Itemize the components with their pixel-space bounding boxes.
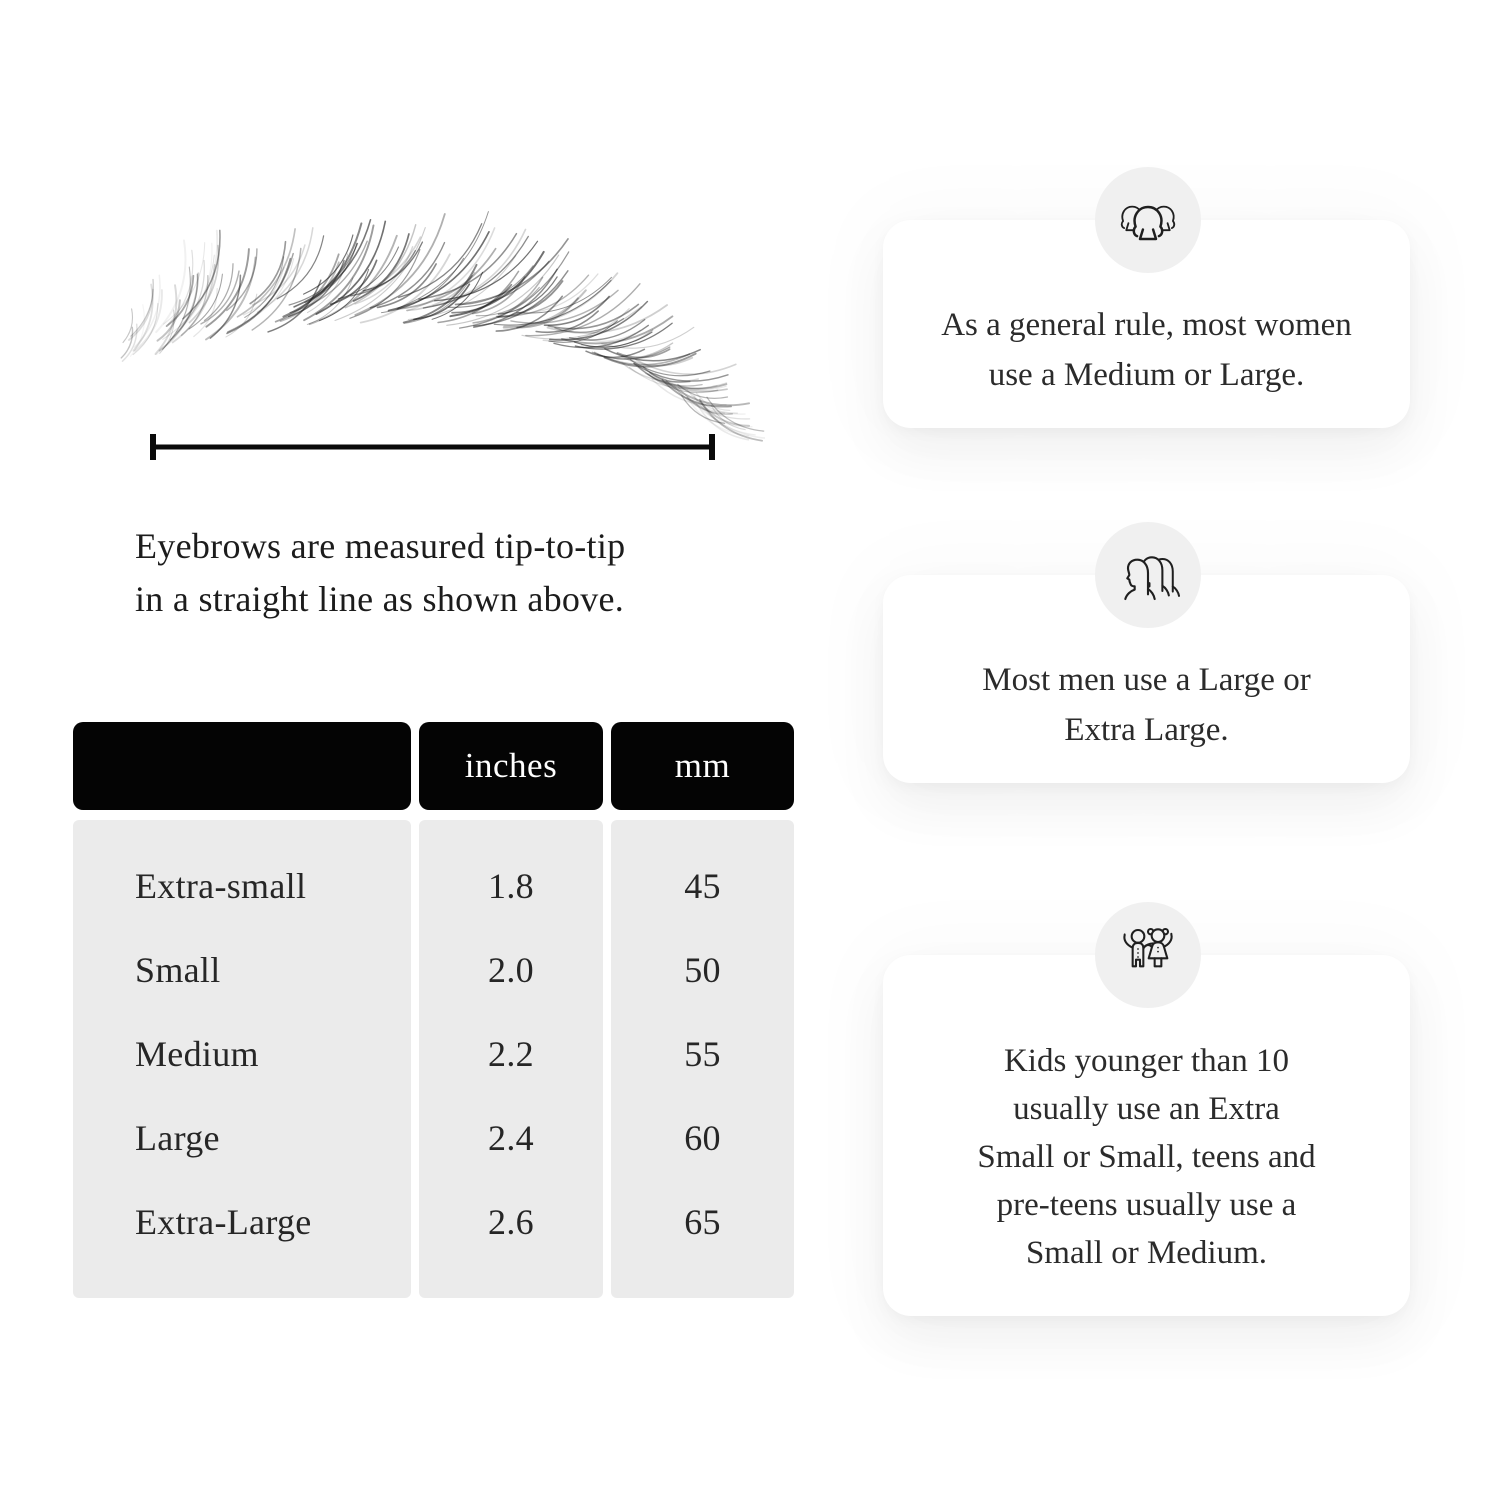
men-group-icon [1114,547,1182,603]
table-cell-inches: 1.8 [488,866,534,906]
women-group-icon [1115,193,1181,247]
table-row-label: Extra-Large [135,1202,312,1242]
table-header-size [73,722,411,810]
measurement-caption [135,520,775,626]
card-kids-line-5: Small or Medium. [1025,1235,1268,1271]
card-kids-line-3: Small or Small, teens and [977,1139,1316,1175]
table-row-label: Small [135,950,221,990]
table-header-inches: inches [419,722,603,810]
card-women-line-1: As a general rule, most women [941,307,1352,343]
card-kids-line-2: usually use an Extra [1013,1091,1280,1127]
table-cell-mm: 60 [684,1118,721,1158]
table-row-label: Medium [135,1034,259,1074]
table-cell-inches: 2.2 [488,1034,534,1074]
table-cell-mm: 50 [684,950,721,990]
table-cell-mm: 45 [684,866,721,906]
table-cell-inches: 2.0 [488,950,534,990]
card-kids-line-4: pre-teens usually use a [996,1187,1297,1223]
caption-line-1: Eyebrows are measured tip-to-tip [135,526,626,566]
table-cell-mm: 65 [684,1202,721,1242]
table-column-mm [611,820,794,1298]
measurement-line [145,430,720,464]
kids-icon [1116,925,1180,985]
table-cell-inches: 2.4 [488,1118,534,1158]
card-men-line-2: Extra Large. [1064,712,1229,748]
table-cell-mm: 55 [684,1034,721,1074]
caption-line-2: in a straight line as shown above. [135,579,625,619]
card-men-line-1: Most men use a Large or [982,662,1311,698]
women-icon-circle [1095,167,1201,273]
men-icon-circle [1095,522,1201,628]
card-kids-line-1: Kids younger than 10 [1003,1043,1290,1079]
card-kids [883,955,1410,1316]
table-row-label: Extra-small [135,866,307,906]
table-column-inches [419,820,603,1298]
table-cell-inches: 2.6 [488,1202,534,1242]
table-header-mm: mm [611,722,794,810]
card-women-line-2: use a Medium or Large. [988,357,1305,393]
kids-icon-circle [1095,902,1201,1008]
table-column-size [73,820,411,1298]
eyebrow-illustration [105,210,765,450]
table-row-label: Large [135,1118,220,1158]
